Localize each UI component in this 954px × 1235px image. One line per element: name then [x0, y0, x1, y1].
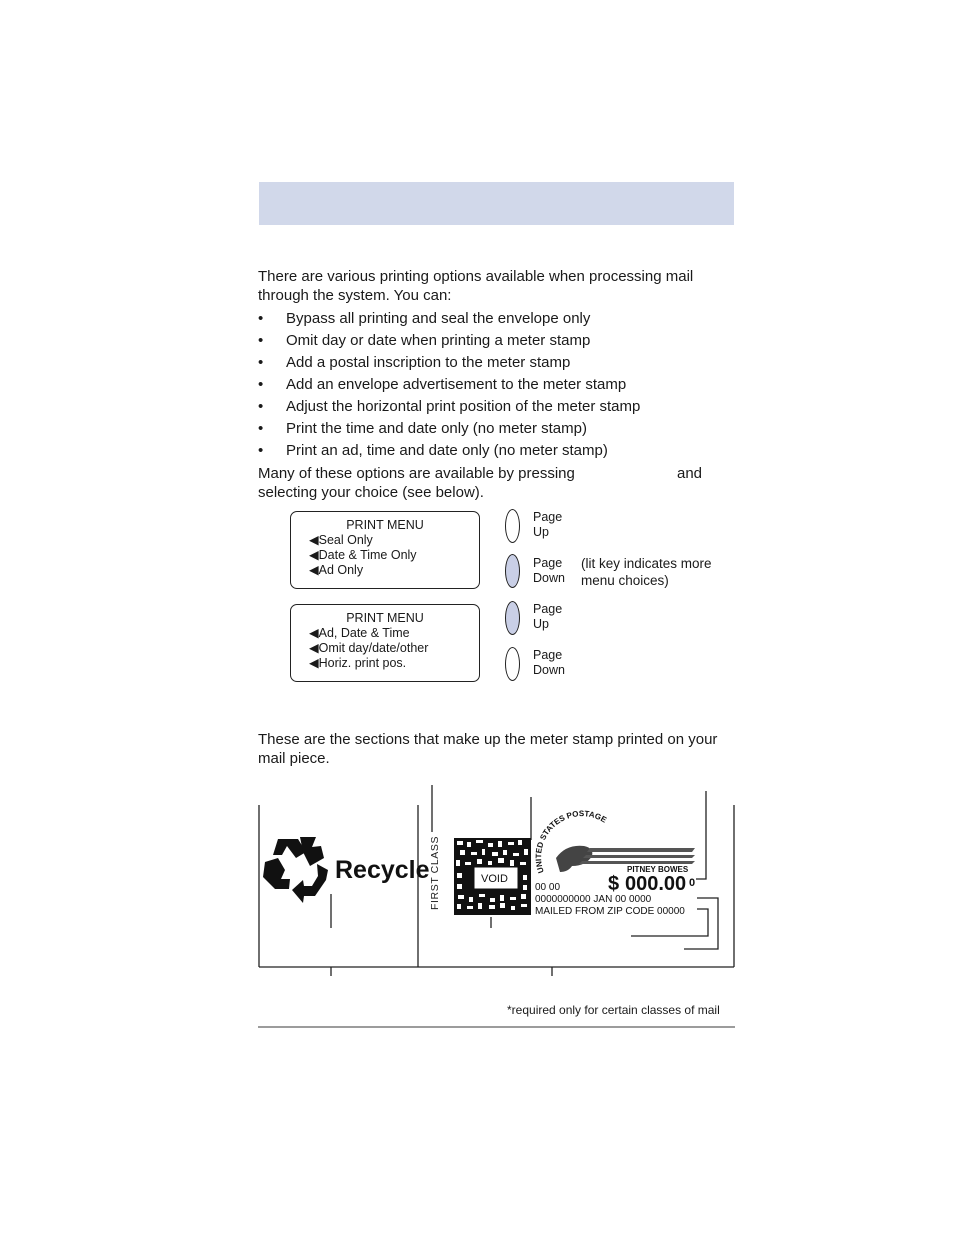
meter-line-1: 00 00: [535, 882, 561, 893]
meter-line-3: MAILED FROM ZIP CODE 00000: [535, 906, 685, 917]
inscription-text: FIRST CLASS: [429, 835, 441, 910]
bullet-symbol: •: [258, 376, 264, 393]
list-item: • Bypass all printing and seal the envelope only: [258, 308, 734, 330]
page-up-label: Page Up: [533, 602, 563, 631]
bullet-symbol: •: [258, 398, 264, 415]
list-item: • Print the time and date only (no meter stamp): [258, 418, 734, 440]
recycle-icon: [263, 837, 328, 903]
page-down-label: Page Down: [533, 556, 565, 585]
page-down-label: Page Down: [533, 648, 565, 677]
menu-item-seal-only: ◀Seal Only: [309, 533, 373, 547]
ad-text: Recycle: [335, 856, 430, 884]
bullet-symbol: •: [258, 442, 264, 459]
menu-title: PRINT MENU: [346, 611, 424, 625]
pressing-text-line2: selecting your choice (see below).: [258, 484, 484, 501]
bullet-symbol: •: [258, 310, 264, 327]
list-item: • Add a postal inscription to the meter stamp: [258, 352, 734, 374]
menu-item-horiz-print-pos: ◀Horiz. print pos.: [309, 656, 407, 670]
meter-line-2: 0000000000 JAN 00 0000: [535, 894, 652, 905]
menu-item-ad-only: ◀Ad Only: [309, 563, 364, 577]
usps-arc-text: UNITED STATES POSTAGE: [534, 809, 609, 875]
postage-amount-suffix: 0: [689, 877, 696, 889]
pitney-bowes-stripes-icon: [579, 848, 695, 864]
menu-title: PRINT MENU: [346, 518, 424, 532]
intro-paragraph: There are various printing options available when processing mail through the system. You can:: [258, 268, 694, 304]
void-text: VOID: [481, 873, 508, 885]
lit-key-note: (lit key indicates more menu choices): [581, 556, 712, 588]
postage-amount: 000.00: [625, 873, 687, 895]
menu-item-date-time-only: ◀Date & Time Only: [309, 548, 417, 562]
menu-item-omit-day-date: ◀Omit day/date/other: [309, 641, 429, 655]
sections-paragraph: These are the sections that make up the meter stamp printed on your mail piece.: [258, 731, 718, 767]
menu-item-ad-date-time: ◀Ad, Date & Time: [309, 626, 410, 640]
bottom-rule: [258, 1026, 735, 1028]
footnote: *required only for certain classes of mail: [507, 1003, 720, 1017]
eagle-icon: [556, 846, 592, 872]
list-item: • Print an ad, time and date only (no meter stamp): [258, 440, 734, 462]
list-item: • Adjust the horizontal print position of the meter stamp: [258, 396, 734, 418]
currency-symbol: $: [608, 873, 620, 895]
bullet-symbol: •: [258, 332, 264, 349]
page-up-label: Page Up: [533, 510, 563, 539]
bullet-symbol: •: [258, 354, 264, 371]
pressing-text-and: and: [677, 465, 703, 482]
bullet-symbol: •: [258, 420, 264, 437]
brand-text: PITNEY BOWES: [627, 865, 689, 874]
list-item: • Omit day or date when printing a meter stamp: [258, 330, 734, 352]
list-item: • Add an envelope advertisement to the meter stamp: [258, 374, 734, 396]
pressing-text: Many of these options are available by pressing: [258, 465, 575, 482]
